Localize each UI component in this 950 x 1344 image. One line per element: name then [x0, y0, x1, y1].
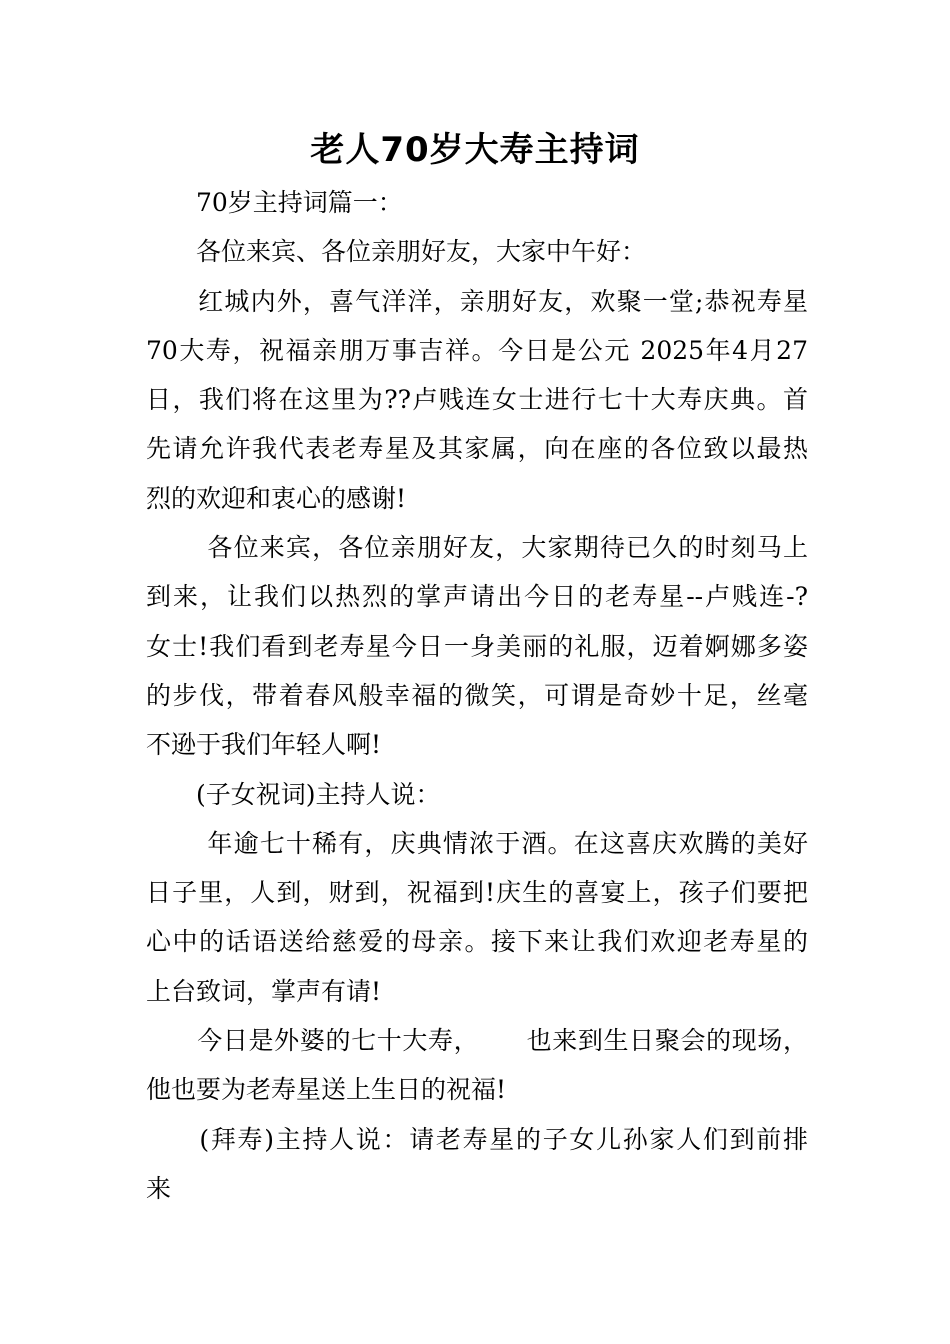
paragraph-line: 到来，让我们以热烈的掌声请出今日的老寿星--卢贱连-?: [146, 582, 808, 612]
paragraph-line: 他也要为老寿星送上生日的祝福!: [146, 1075, 507, 1105]
document-body: [146, 178, 808, 1213]
paragraph-line: 70大寿，祝福亲朋万事吉祥。今日是公元 2025年4月27: [146, 335, 808, 365]
paragraph-line: 年逾七十稀有，庆典情浓于酒。在这喜庆欢腾的美好: [146, 828, 808, 858]
paragraph-line: 70岁主持词篇一：: [146, 188, 403, 217]
paragraph-line: 日子里，人到，财到，祝福到!庆生的喜宴上，孩子们要把: [146, 878, 808, 908]
paragraph-line: (拜寿)主持人说：请老寿星的子女儿孙家人们到前排: [146, 1124, 808, 1154]
paragraph-line: 女士!我们看到老寿星今日一身美丽的礼服，迈着婀娜多姿: [146, 631, 808, 661]
paragraph-line: 今日是外婆的七十大寿， 也来到生日聚会的现场，: [146, 1026, 808, 1056]
paragraph-line: 先请允许我代表老寿星及其家属，向在座的各位致以最热: [146, 434, 808, 464]
paragraph-line: 心中的话语送给慈爱的母亲。接下来让我们欢迎老寿星的: [146, 927, 808, 957]
paragraph-line: (子女祝词)主持人说：: [146, 779, 441, 809]
paragraph-line: 不逊于我们年轻人啊!: [146, 730, 382, 760]
paragraph-line: 烈的欢迎和衷心的感谢!: [146, 483, 407, 513]
paragraph-line: 来: [146, 1173, 172, 1203]
paragraph-line: 日，我们将在这里为??卢贱连女士进行七十大寿庆典。首: [146, 385, 808, 415]
paragraph-line: 红城内外，喜气洋洋，亲朋好友，欢聚一堂;恭祝寿星: [146, 286, 808, 316]
paragraph-line: 各位来宾，各位亲朋好友，大家期待已久的时刻马上: [146, 533, 808, 563]
paragraph-line: 各位来宾、各位亲朋好友，大家中午好：: [146, 237, 647, 267]
paragraph-line: 的步伐，带着春风般幸福的微笑，可谓是奇妙十足，丝毫: [146, 680, 808, 710]
paragraph-line: 上台致词，掌声有请!: [146, 976, 382, 1006]
document-title: 老人70岁大寿主持词: [310, 130, 640, 170]
